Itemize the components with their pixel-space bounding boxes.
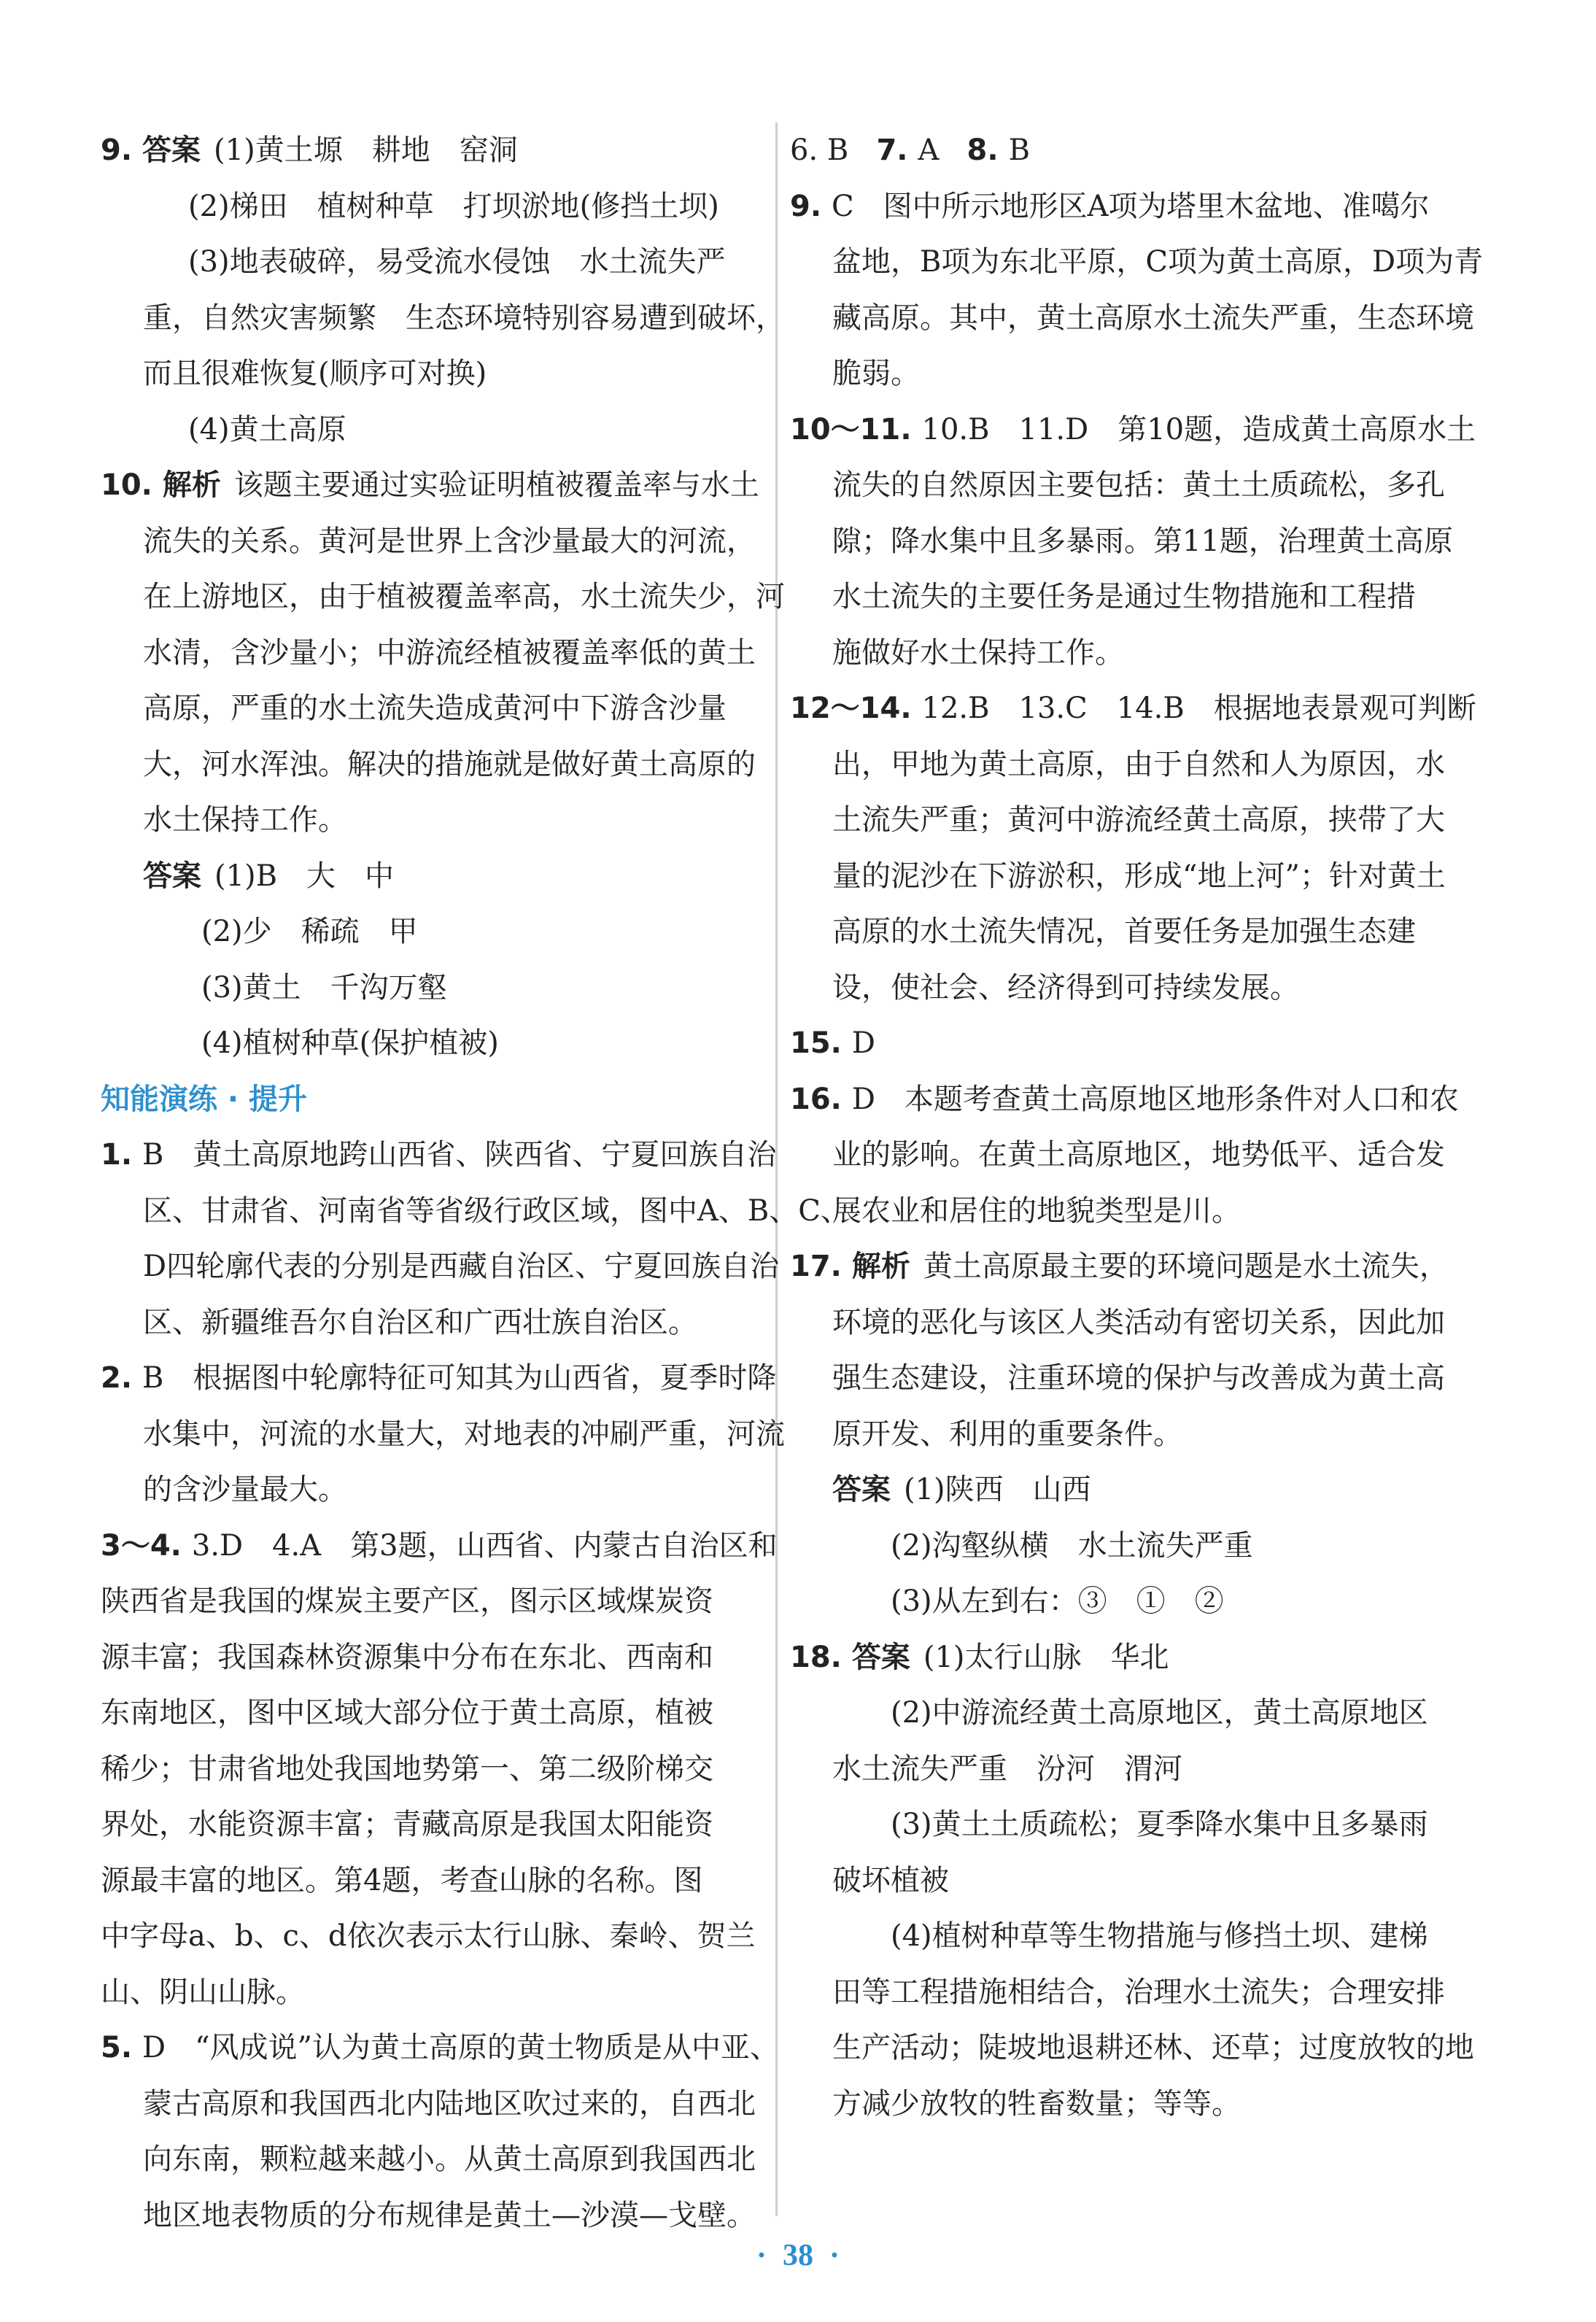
q10-line: 高原，严重的水土流失造成黄河中下游含沙量 [143,692,727,725]
q2-line: 水集中，河流的水量大，对地表的冲刷严重，河流 [143,1417,785,1451]
r-q18-line: (2)中游流经黄土高原地区，黄土高原地区 [891,1696,1428,1730]
q3-4-line: 稀少；甘肃省地处我国地势第一、第二级阶梯交 [101,1752,713,1786]
r-q16-line: 展农业和居住的地貌类型是川。 [832,1193,1241,1228]
r-q10-11-line: 水土流失的主要任务是通过生物措施和工程措 [832,580,1416,614]
q5-line: 向东南，颗粒越来越小。从黄土高原到我国西北 [143,2143,756,2176]
q5-line: 蒙古高原和我国西北内陆地区吹过来的，自西北 [143,2086,756,2121]
q10-line: 在上游地区，由于植被覆盖率高，水土流失少，河 [143,580,785,614]
q3-4-line: 陕西省是我国的煤炭主要产区，图示区域煤炭资 [101,1584,713,1618]
q9-line: 而且很难恢复(顺序可对换) [143,357,487,390]
q5-line: 地区地表物质的分布规律是黄土—沙漠—戈壁。 [143,2198,756,2232]
r-q17-line: 强生态建设，注重环境的保护与改善成为黄土高 [832,1361,1445,1395]
r-q18-line: (4)植树种草等生物措施与修挡土坝、建梯 [891,1919,1428,1953]
r-q17-answer-line: (2)沟壑纵横 水土流失严重 [891,1528,1253,1563]
r-q17-line: 原开发、利用的重要条件。 [832,1417,1182,1451]
page-number-value: 38 [783,2239,813,2272]
r-q17-line: 17. 解析 黄土高原最主要的环境问题是水土流失， [790,1250,1449,1283]
r-q16-line: 业的影响。在黄土高原地区，地势低平、适合发 [832,1138,1445,1172]
q5-line: 5. D “风成说”认为黄土高原的黄土物质是从中亚、 [101,2031,779,2064]
r-q18-line: 田等工程措施相结合，治理水土流失；合理安排 [832,1975,1445,2009]
r-q10-11-line: 施做好水土保持工作。 [832,635,1124,670]
section-title: 知能演练 · 提升 [101,1082,308,1116]
r-q9-line: 藏高原。其中，黄土高原水土流失严重，生态环境 [832,301,1474,335]
r-q12-14-line: 高原的水土流失情况，首要任务是加强生态建 [832,915,1416,948]
q9-line: (3)地表破碎，易受流水侵蚀 水土流失严 [188,245,726,279]
q3-4-line: 源丰富；我国森林资源集中分布在东北、西南和 [101,1640,713,1674]
q10-line: 水土保持工作。 [143,803,347,837]
q3-4-line: 源最丰富的地区。第4题，考查山脉的名称。图 [101,1863,703,1897]
q2-line: 2. B 根据图中轮廓特征可知其为山西省，夏季时降 [101,1361,777,1395]
r-q10-11-line: 流失的自然原因主要包括：黄土土质疏松，多孔 [832,468,1445,502]
q10-line: 10. 解析 该题主要通过实验证明植被覆盖率与水土 [101,468,759,502]
q10-answer-line: (3)黄土 千沟万壑 [201,970,447,1005]
q9-line: (2)梯田 植树种草 打坝淤地(修挡土坝) [188,189,719,223]
q10-answer-line: 答案 (1)B 大 中 [143,859,395,893]
r-q10-11-line: 隙；降水集中且多暴雨。第11题，治理黄土高原 [832,524,1453,558]
r-q15-line: 15. D [790,1026,875,1060]
q1-line: 1. B 黄土高原地跨山西省、陕西省、宁夏回族自治 [101,1138,777,1172]
r-q16-line: 16. D 本题考查黄土高原地区地形条件对人口和农 [790,1082,1459,1116]
r-q17-answer-line: (3)从左到右：③ ① ② [891,1584,1224,1618]
page-dot-right: · [829,2239,840,2272]
r-q12-14-line: 出，甲地为黄土高原，由于自然和人为原因，水 [832,747,1445,781]
r-q9-line: 9. C 图中所示地形区A项为塔里木盆地、准噶尔 [790,189,1430,223]
r-q17-line: 环境的恶化与该区人类活动有密切关系，因此加 [832,1305,1445,1339]
r-q9-line: 脆弱。 [832,357,920,390]
r-q18-line: 生产活动；陡坡地退耕还林、还草；过度放牧的地 [832,2031,1474,2064]
right-column [790,123,1484,2132]
q6-8-line: 6. B 7. A 8. B [790,133,1030,167]
r-q18-line: (3)黄土土质疏松；夏季降水集中且多暴雨 [891,1808,1428,1841]
page-dot-left: · [756,2239,767,2272]
r-q17-answer-line: 答案 (1)陕西 山西 [832,1473,1091,1506]
q9-line: 9. 答案 (1)黄土塬 耕地 窑洞 [101,133,518,167]
q10-answer-line: (2)少 稀疏 甲 [201,915,418,948]
q3-4-line: 中字母a、b、c、d依次表示太行山脉、秦岭、贺兰 [101,1919,756,1953]
q9-line: 重，自然灾害频繁 生态环境特别容易遭到破坏， [143,301,785,335]
q1-line: D四轮廓代表的分别是西藏自治区、宁夏回族自治 [143,1250,780,1283]
r-q18-line: 水土流失严重 汾河 渭河 [832,1752,1182,1786]
q10-line: 大，河水浑浊。解决的措施就是做好黄土高原的 [143,747,756,781]
q3-4-line: 山、阴山山脉。 [101,1975,305,2009]
q3-4-line: 东南地区，图中区域大部分位于黄土高原，植被 [101,1696,713,1730]
r-q12-14-line: 量的泥沙在下游淤积，形成“地上河”；针对黄土 [832,859,1446,893]
r-q12-14-line: 设，使社会、经济得到可持续发展。 [832,970,1299,1005]
page-number [0,2238,1596,2273]
r-q18-line: 18. 答案 (1)太行山脉 华北 [790,1640,1169,1674]
q10-line: 水清，含沙量小；中游流经植被覆盖率低的黄土 [143,635,756,670]
q9-line: (4)黄土高原 [188,412,346,446]
q3-4-line: 界处，水能资源丰富；青藏高原是我国太阳能资 [101,1808,713,1841]
r-q12-14-line: 土流失严重；黄河中游流经黄土高原，挟带了大 [832,803,1445,837]
r-q18-line: 方减少放牧的牲畜数量；等等。 [832,2086,1241,2121]
q10-line: 流失的关系。黄河是世界上含沙量最大的河流， [143,524,756,558]
q1-line: 区、新疆维吾尔自治区和广西壮族自治区。 [143,1305,697,1339]
q3-4-line: 3～4. 3.D 4.A 第3题，山西省、内蒙古自治区和 [101,1528,778,1563]
r-q18-line: 破坏植被 [832,1863,949,1897]
q2-line: 的含沙量最大。 [143,1473,347,1506]
q10-answer-line: (4)植树种草(保护植被) [201,1026,499,1060]
r-q12-14-line: 12～14. 12.B 13.C 14.B 根据地表景观可判断 [790,692,1476,725]
r-q10-11-line: 10～11. 10.B 11.D 第10题，造成黄土高原水土 [790,412,1476,446]
r-q9-line: 盆地，B项为东北平原，C项为黄土高原，D项为青 [832,245,1484,279]
q1-line: 区、甘肃省、河南省等省级行政区域，图中A、B、C、 [143,1193,850,1228]
